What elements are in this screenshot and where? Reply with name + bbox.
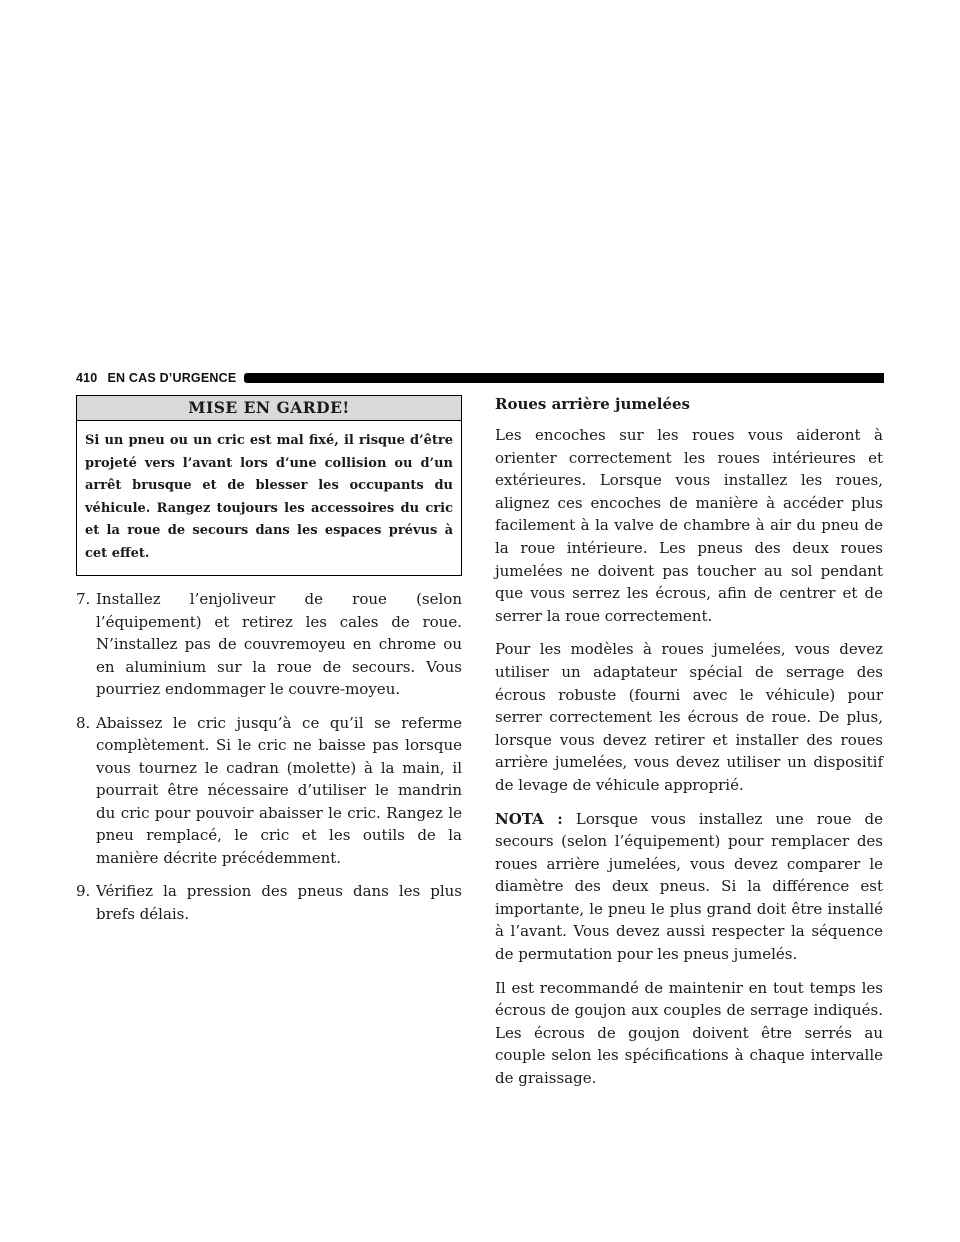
note-paragraph <box>495 808 883 966</box>
paragraph-notches: Les encoches sur les roues vous aideront à orienter correctement les roues intérieures et extérieures. Lorsque vous installez les roues, alignez ces encoches de manière à accéder plus facilement à la valve de chambre à air du pneu de la roue intérieure. Les pneus des deux roues jumelées ne doivent pas toucher au sol pendant que vous serrez les écrous, afin de centrer et de serrer la roue correctement. <box>495 426 883 625</box>
right-column <box>495 393 883 1101</box>
note-text: Lorsque vous installez une roue de secours (selon l’équipement) pour remplacer des roues arrière jumelées, vous devez comparer le diamètre des deux pneus. Si la différence est importante, le pneu le plus grand doit être installé à l’avant. Vous devez aussi respecter la séquence de permutation pour les pneus jumelés. <box>495 809 883 964</box>
left-column <box>76 395 462 936</box>
section-heading: Roues arrière jumelées <box>495 395 690 413</box>
steps-list <box>76 588 462 925</box>
paragraph-adapter: Pour les modèles à roues jumelées, vous devez utiliser un adaptateur spécial de serrage des écrous robuste (fourni avec le véhicule) pour serrer correctement les écrous de roue. De plus, lorsque vous devez retirer et installer des roues arrière jumelées, vous devez utiliser un dispositif de levage de véhicule approprié. <box>495 640 883 794</box>
warning-text: Si un pneu ou un cric est mal fixé, il risque d’être projeté vers l’avant lors d’une collision ou d’un arrêt brusque et de blesser les occupants du véhicule. Rangez toujours les accessoires du cric et la roue de secours dans les espaces prévus à cet effet. <box>85 433 453 561</box>
paragraph-torque: Il est recommandé de maintenir en tout temps les écrous de goujon aux couples de serrage indiqués. Les écrous de goujon doivent être serrés au couple selon les spécifications à chaque intervalle de graissage. <box>495 978 883 1088</box>
step-text: Installez l’enjoliveur de roue (selon l’équipement) et retirez les cales de roue. N’installez pas de couvremoyeu en chrome ou en aluminium sur la roue de secours. Vous pourriez endommager le couvre-moyeu. <box>96 590 462 698</box>
page-header <box>76 370 884 386</box>
header-rule <box>244 373 884 383</box>
step-9 <box>76 880 462 925</box>
page-number: 410 <box>76 371 98 385</box>
step-number: 7. <box>76 590 91 608</box>
step-7 <box>76 588 462 701</box>
step-text: Vérifiez la pression des pneus dans les plus brefs délais. <box>96 882 462 923</box>
step-number: 8. <box>76 713 91 732</box>
note-label: NOTA : <box>495 809 563 828</box>
step-8 <box>76 712 462 870</box>
section-title: EN CAS D’URGENCE <box>107 371 237 385</box>
warning-title: MISE EN GARDE! <box>77 396 461 421</box>
step-number: 9. <box>76 882 91 900</box>
step-text: Abaissez le cric jusqu’à ce qu’il se referme complètement. Si le cric ne baisse pas lorsque vous tournez le cadran (molette) à la main, il pourrait être nécessaire d’utiliser le mandrin du cric pour pouvoir abaisser le cric. Rangez le pneu remplacé, le cric et les outils de la manière décrite précédemment. <box>96 713 462 867</box>
warning-box <box>76 395 462 576</box>
